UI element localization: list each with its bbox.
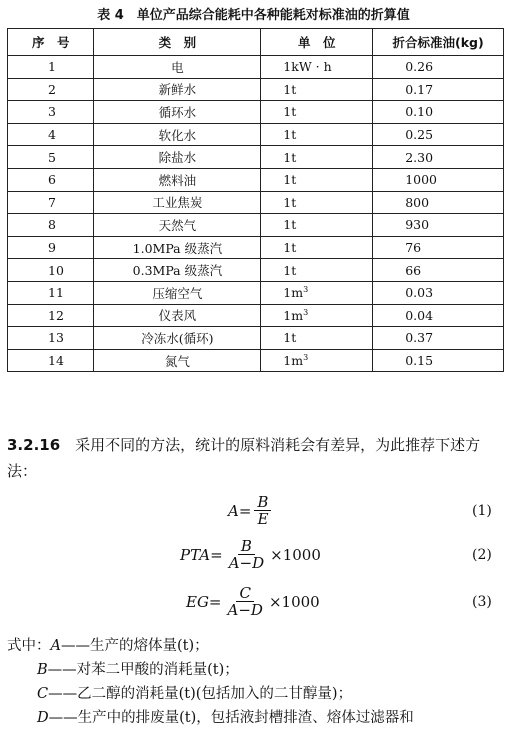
cell-category: 1.0MPa 级蒸汽 <box>94 236 261 259</box>
cell-unit <box>261 168 373 191</box>
def-symbol: C <box>37 686 49 702</box>
unit-superscript: 3 <box>303 285 309 295</box>
def-symbol: A <box>50 638 61 654</box>
cell-unit <box>261 327 373 350</box>
table-body <box>8 56 504 372</box>
equation-2 <box>180 538 321 571</box>
unit-text: 1t <box>283 172 297 188</box>
unit-superscript: 3 <box>303 352 309 362</box>
conversion-table <box>7 28 504 372</box>
table-row <box>8 327 504 350</box>
cell-no: 14 <box>8 349 94 372</box>
cell-no: 5 <box>8 146 94 169</box>
variable-definitions <box>7 634 503 730</box>
cell-value: 0.26 <box>373 56 504 79</box>
cell-value: 800 <box>373 191 504 214</box>
cell-value: 1000 <box>373 168 504 191</box>
cell-no: 13 <box>8 327 94 350</box>
unit-text: 1m <box>283 353 304 369</box>
unit-text: 1kW · h <box>283 59 332 75</box>
eq1-denominator: E <box>257 510 269 528</box>
eq2-fraction <box>226 538 267 571</box>
unit-text: 1t <box>283 81 297 97</box>
section-number: 3.2.16 <box>7 436 61 454</box>
table-row <box>8 281 504 304</box>
table-row <box>8 168 504 191</box>
unit-text: 1t <box>283 194 297 210</box>
unit-text: 1t <box>283 127 297 143</box>
cell-no: 6 <box>8 168 94 191</box>
eq3-tail: ×1000 <box>268 592 320 611</box>
cell-unit <box>261 123 373 146</box>
unit-text: 1t <box>283 240 297 256</box>
cell-category: 新鲜水 <box>94 78 261 101</box>
equation-3 <box>186 585 320 618</box>
eq2-numerator: B <box>238 538 255 555</box>
defs-lead: 式中： <box>7 638 51 654</box>
cell-value: 0.25 <box>373 123 504 146</box>
table-row <box>8 78 504 101</box>
table-row <box>8 101 504 124</box>
def-line <box>7 706 503 730</box>
cell-category: 天然气 <box>94 214 261 237</box>
cell-category: 软化水 <box>94 123 261 146</box>
equation-1 <box>228 494 274 527</box>
unit-text: 1t <box>283 330 297 346</box>
header-value: 折合标准油(kg) <box>373 29 504 56</box>
eq1-number: (1) <box>472 503 492 519</box>
header-no: 序 号 <box>8 29 94 56</box>
def-text: ——乙二醇的消耗量(t)(包括加入的二甘醇量)； <box>48 686 353 702</box>
def-symbol: D <box>37 710 49 726</box>
eq3-denominator: A−D <box>227 601 263 619</box>
unit-text: 1m <box>283 285 304 301</box>
def-text: ——生产的熔体量(t)； <box>60 638 209 654</box>
cell-no: 1 <box>8 56 94 79</box>
cell-unit <box>261 78 373 101</box>
cell-no: 4 <box>8 123 94 146</box>
cell-no: 7 <box>8 191 94 214</box>
unit-text: 1t <box>283 149 297 165</box>
def-text: ——对苯二甲酸的消耗量(t)； <box>47 662 239 678</box>
section-paragraph <box>7 432 503 484</box>
cell-category: 冷冻水(循环) <box>94 327 261 350</box>
unit-text: 1t <box>283 217 297 233</box>
cell-unit <box>261 191 373 214</box>
cell-value: 76 <box>373 236 504 259</box>
cell-value: 0.04 <box>373 304 504 327</box>
eq3-fraction <box>225 585 266 618</box>
cell-unit <box>261 146 373 169</box>
table-header-row <box>8 29 504 56</box>
cell-category: 0.3MPa 级蒸汽 <box>94 259 261 282</box>
cell-unit <box>261 236 373 259</box>
unit-text: 1t <box>283 104 297 120</box>
cell-value: 930 <box>373 214 504 237</box>
header-unit: 单 位 <box>261 29 373 56</box>
eq2-lhs: PTA= <box>180 545 223 564</box>
table-row <box>8 56 504 79</box>
cell-no: 10 <box>8 259 94 282</box>
eq3-lhs: EG= <box>186 592 222 611</box>
cell-value: 0.10 <box>373 101 504 124</box>
unit-superscript: 3 <box>303 307 309 317</box>
cell-category: 氮气 <box>94 349 261 372</box>
cell-value: 0.15 <box>373 349 504 372</box>
cell-category: 工业焦炭 <box>94 191 261 214</box>
table-row <box>8 259 504 282</box>
cell-category: 除盐水 <box>94 146 261 169</box>
eq1-numerator: B <box>254 494 271 511</box>
cell-value: 0.37 <box>373 327 504 350</box>
cell-value: 2.30 <box>373 146 504 169</box>
table-row <box>8 349 504 372</box>
eq2-denominator: A−D <box>228 554 265 572</box>
unit-text: 1m <box>283 307 304 323</box>
table-row <box>8 191 504 214</box>
cell-unit <box>261 304 373 327</box>
eq2-tail: ×1000 <box>270 545 321 564</box>
cell-no: 9 <box>8 236 94 259</box>
table-row <box>8 236 504 259</box>
cell-unit <box>261 349 373 372</box>
cell-no: 11 <box>8 281 94 304</box>
table-caption: 表 4 单位产品综合能耗中各种能耗对标准油的折算值 <box>97 8 410 23</box>
cell-category: 燃料油 <box>94 168 261 191</box>
def-line <box>7 682 503 706</box>
cell-unit <box>261 259 373 282</box>
eq1-fraction <box>254 494 271 527</box>
table-row <box>8 214 504 237</box>
cell-no: 12 <box>8 304 94 327</box>
cell-category: 压缩空气 <box>94 281 261 304</box>
header-category: 类 别 <box>94 29 261 56</box>
def-symbol: B <box>37 662 48 678</box>
cell-value: 0.17 <box>373 78 504 101</box>
cell-unit <box>261 281 373 304</box>
table-row <box>8 146 504 169</box>
cell-no: 3 <box>8 101 94 124</box>
table-row <box>8 123 504 146</box>
eq2-number: (2) <box>472 547 492 563</box>
cell-unit <box>261 56 373 79</box>
table-row <box>8 304 504 327</box>
cell-category: 电 <box>94 56 261 79</box>
section-text: 采用不同的方法，统计的原料消耗会有差异，为此推荐下述方法： <box>7 436 481 480</box>
cell-value: 0.03 <box>373 281 504 304</box>
def-line <box>7 658 503 682</box>
cell-category: 仪表风 <box>94 304 261 327</box>
eq1-lhs: A= <box>228 501 252 520</box>
cell-value: 66 <box>373 259 504 282</box>
cell-unit <box>261 101 373 124</box>
cell-unit <box>261 214 373 237</box>
unit-text: 1t <box>283 262 297 278</box>
defs-lead-line <box>7 634 503 658</box>
cell-category: 循环水 <box>94 101 261 124</box>
def-text: ——生产中的排废量(t)，包括液封槽排渣、熔体过滤器和 <box>48 710 414 726</box>
eq3-numerator: C <box>236 585 253 602</box>
eq3-number: (3) <box>472 594 492 610</box>
cell-no: 2 <box>8 78 94 101</box>
cell-no: 8 <box>8 214 94 237</box>
